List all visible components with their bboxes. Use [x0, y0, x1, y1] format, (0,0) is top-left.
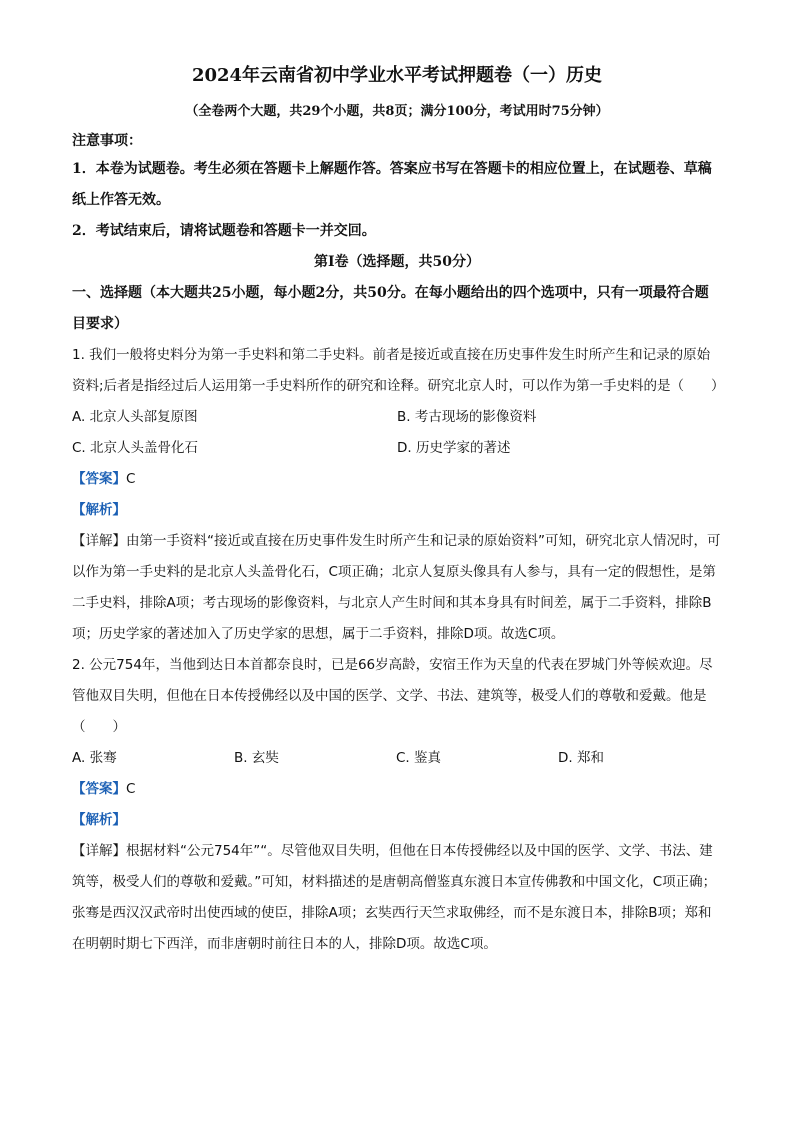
question-2-analysis	[72, 805, 722, 836]
analysis-label: 【解析】	[72, 502, 126, 518]
detail-label: 【详解】	[72, 843, 126, 859]
answer-label: 【答案】	[72, 781, 126, 797]
exam-subtitle: （全卷两个大题，共29个小题，共8页；满分100分，考试用时75分钟）	[185, 104, 609, 119]
question-2	[72, 650, 722, 960]
question-2-detail	[72, 836, 722, 960]
question-2-stem: 2. 公元754年，当他到达日本首都奈良时，已是66岁高龄，安宿王作为天皇的代表在罗城门外等候欢迎。尽管他双目失明，但他在日本传授佛经以及中国的医学、文学、书法、建筑等，极受人们的尊敬和爱戴。他是（ ）	[72, 657, 713, 735]
question-2-option-b: B. 玄奘	[234, 750, 279, 766]
notes-heading: 注意事项：	[72, 133, 142, 149]
question-2-answer	[72, 774, 722, 805]
question-1-options	[72, 402, 722, 464]
analysis-label: 【解析】	[72, 812, 126, 828]
answer-label: 【答案】	[72, 471, 126, 487]
exam-title: 2024年云南省初中学业水平考试押题卷（一）历史	[191, 65, 603, 86]
question-2-options	[72, 743, 722, 774]
answer-value: C	[126, 781, 136, 797]
note-item-1: 1．本卷为试题卷。考生必须在答题卡上解题作答。答案应书写在答题卡的相应位置上，在试题卷、草稿纸上作答无效。	[72, 161, 712, 208]
question-1-option-a: A. 北京人头部复原图	[72, 409, 198, 425]
question-1-analysis	[72, 495, 722, 526]
question-1-answer	[72, 464, 722, 495]
question-2-option-c: C. 鉴真	[396, 750, 442, 766]
detail-text: 由第一手资料“接近或直接在历史事件发生时所产生和记录的原始资料”可知，研究北京人情况时，可以作为第一手史料的是北京人头盖骨化石，C项正确；北京人复原头像具有人参与，具有一定的假想性，是第二手史料，排除A项；考古现场的影像资料，与北京人产生时间和其本身具有时间差，属于二手资料，排除B项；历史学家的著述加入了历史学家的思想，属于二手资料，排除D项。故选C项。	[72, 533, 721, 642]
exam-page	[72, 62, 725, 960]
question-2-option-d: D. 郑和	[558, 750, 604, 766]
detail-label: 【详解】	[72, 533, 126, 549]
note-item-2: 2．考试结束后，请将试题卷和答题卡一并交回。	[72, 223, 376, 239]
part1-title: 第Ⅰ卷（选择题，共50分）	[313, 254, 481, 270]
question-1-stem: 1. 我们一般将史料分为第一手史料和第二手史料。前者是接近或直接在历史事件发生时所产生和记录的原始资料;后者是指经过后人运用第一手史料所作的研究和诠释。研究北京人时，可以作为第一手史料的是（ ）	[72, 347, 725, 394]
question-2-option-a: A. 张骞	[72, 750, 117, 766]
question-1-option-c: C. 北京人头盖骨化石	[72, 440, 199, 456]
part1-instruction: 一、选择题（本大题共25小题，每小题2分，共50分。在每小题给出的四个选项中，只有一项最符合题目要求）	[72, 285, 709, 332]
question-1-detail	[72, 526, 722, 650]
answer-value: C	[126, 471, 136, 487]
question-1-option-b: B. 考古现场的影像资料	[397, 409, 537, 425]
question-1	[72, 340, 725, 650]
question-1-option-d: D. 历史学家的著述	[397, 440, 511, 456]
detail-text: 根据材料“公元754年”“。尽管他双目失明，但他在日本传授佛经以及中国的医学、文学、书法、建筑等，极受人们的尊敬和爱戴。”可知，材料描述的是唐朝高僧鉴真东渡日本宣传佛教和中国文化，C项正确；张骞是西汉汉武帝时出使西域的使臣，排除A项；玄奘西行天竺求取佛经，而不是东渡日本，排除B项；郑和在明朝时期七下西洋，而非唐朝时前往日本的人，排除D项。故选C项。	[72, 843, 717, 952]
